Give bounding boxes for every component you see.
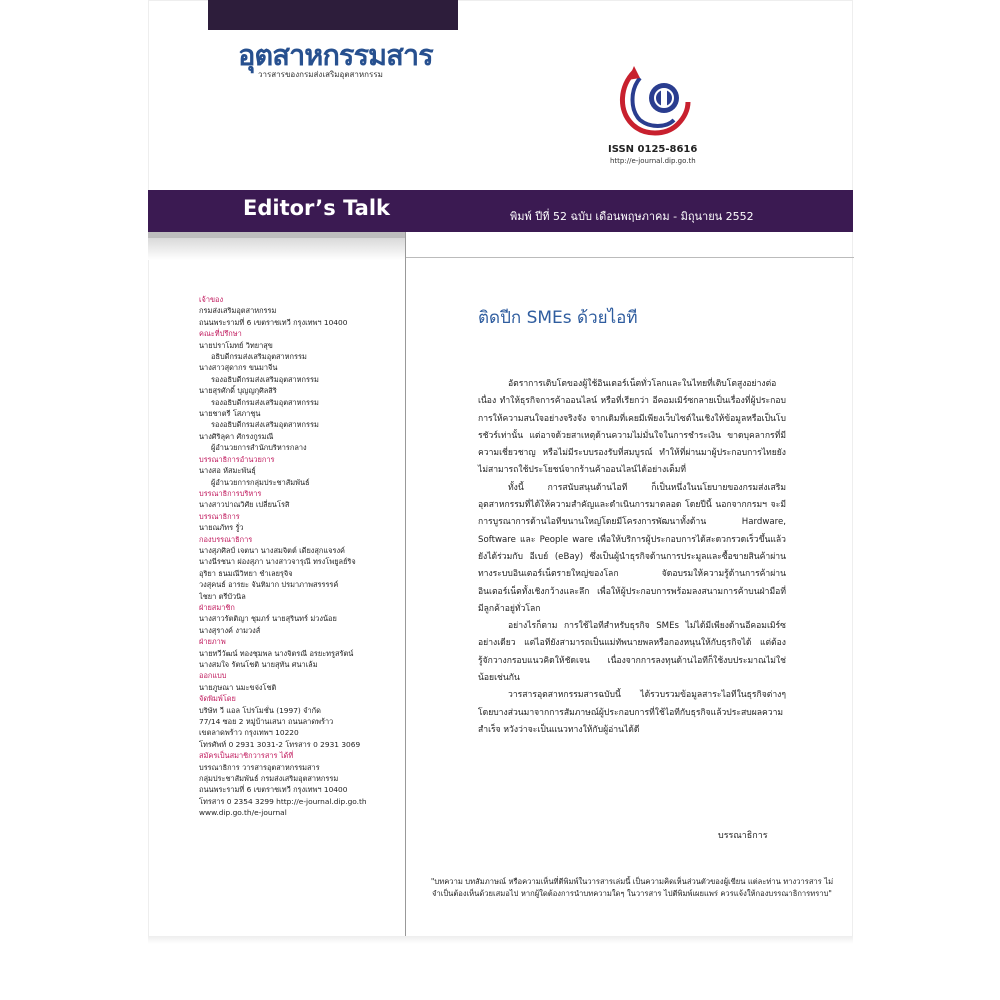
credit-line: นางสาวสุดากร ขนมาจีน [199, 363, 278, 373]
credit-line: ผู้อำนวยการสำนักบริหารกลาง [211, 443, 307, 453]
credit-line: โทรศัพท์ 0 2931 3031-2 โทรสาร 0 2931 3069 [199, 739, 361, 749]
issue-info: พิมพ์ ปีที่ 52 ฉบับ เดือนพฤษภาคม - มิถุนายน 2552 [510, 210, 754, 223]
credit-line: ผู้อำนวยการกลุ่มประชาสัมพันธ์ [211, 477, 310, 487]
credit-line: www.dip.go.th/e-journal [199, 808, 287, 818]
credit-line: นางสุภศิลป์ เจตนา นางสมจิตต์ เดียงสุกแจรงค์ [199, 545, 346, 555]
credit-line: อธิบดีกรมส่งเสริมอุตสาหกรรม [211, 352, 307, 362]
article-signature: บรรณาธิการ [718, 831, 768, 841]
credit-section [199, 454, 404, 488]
issn-number: ISSN 0125-8616 [608, 144, 698, 155]
credit-heading: ฝ่ายสมาชิก [199, 602, 235, 612]
credit-line: นางสาวรัตติญา ชุมภร์ นายสุรินทร์ ม่วงน้อย [199, 614, 337, 624]
credit-heading: กองบรรณาธิการ [199, 534, 253, 544]
credit-line: นางสาวปาณวิศัย เปลี่ยนโรสิ [199, 500, 290, 510]
credit-line: บรรณาธิการ วารสารอุตสาหกรรมสาร [199, 762, 320, 772]
article-title: ติดปีก SMEs ด้วยไอที [478, 308, 638, 328]
credit-heading: บรรณาธิการอำนวยการ [199, 454, 275, 464]
journal-url: http://e-journal.dip.go.th [610, 157, 696, 165]
credit-heading: บรรณาธิการบริหาร [199, 488, 262, 498]
credit-heading: สมัครเป็นสมาชิกวารสาร ได้ที่ [199, 751, 294, 761]
credit-line: นายปราโมทย์ วิทยาสุข [199, 340, 273, 350]
credit-heading: จัดพิมพ์โดย [199, 694, 236, 704]
credit-section [199, 511, 404, 534]
credit-line: 77/14 ซอย 2 หมู่บ้านเสนา ถนนลาดพร้าว [199, 717, 334, 727]
credit-line: นายสุรศักดิ์ บุญญกุศิลสิริ [199, 386, 277, 396]
article-body [478, 376, 786, 739]
credit-line: วงสุคนธ์ อารยะ จันทิมาก ปรมาภาพสรรรรค์ [199, 580, 339, 590]
credit-section [199, 636, 404, 670]
credit-heading: คณะที่ปรึกษา [199, 329, 242, 339]
credit-section [199, 534, 404, 602]
magazine-logo-subtitle: วารสารของกรมส่งเสริมอุตสาหกรรม [258, 70, 383, 79]
credit-section [199, 670, 404, 693]
section-title: Editor’s Talk [243, 196, 391, 220]
credit-line: อุริยา ธนมณีวิทยา ชำเลยรุจิจ [199, 568, 293, 578]
credit-line: นายภูษณา นมะขจ่งโชติ [199, 682, 277, 692]
page-bottom-shade [148, 936, 853, 944]
article-paragraph: วารสารอุตสาหกรรมสารฉบับนี้ ได้รวบรวมข้อมูลสาระไอทีในธุรกิจต่างๆ โดยบางส่วนมาจากการสัมภาษณ์ผู้ประกอบการที่ใช้ไอทีกับธุรกิจแล้วประสบผลความสำเร็จ หวังว่าจะเป็นแนวทางให้กับผู้อ่านได้ดี [478, 690, 786, 735]
credit-line: นายชาตรี โสภาชุน [199, 409, 261, 419]
column-divider [405, 232, 406, 936]
credit-heading: ออกแบบ [199, 671, 227, 681]
credit-section [199, 750, 404, 818]
credit-section [199, 328, 404, 453]
magazine-logo-title: อุตสาหกรรมสาร [238, 38, 433, 72]
credit-heading: เจ้าของ [199, 295, 224, 304]
credit-line: ถนนพระรามที่ 6 เขตราชเทวี กรุงเทพฯ 10400 [199, 317, 348, 327]
credit-line: ไชยา ตรีบัวนิล [199, 591, 246, 601]
credit-line: นางสุรางค์ งามวงส์ [199, 625, 261, 635]
credit-line: นายณภัทร รูั่ว [199, 523, 244, 533]
credit-heading: บรรณาธิการ [199, 511, 240, 521]
credit-line: รองอธิบดีกรมส่งเสริมอุตสาหกรรม [211, 397, 319, 407]
credit-heading: ฝ่ายภาพ [199, 637, 226, 647]
credit-line: เขตลาดพร้าว กรุงเทพฯ 10220 [199, 728, 299, 738]
credit-line: กลุ่มประชาสัมพันธ์ กรมส่งเสริมอุตสาหกรรม [199, 774, 339, 784]
disclaimer-note: "บทความ บทสัมภาษณ์ หรือความเห็นที่ตีพิมพ์ในวารสารเล่มนี้ เป็นความคิดเห็นส่วนตัวของผู้เขียน แต่ละท่าน ทางวารสาร ไม่จำเป็นต้องเห็นด้วยเสมอไป หากผู้ใดต้องการนำบทความใดๆ ในวารสาร ไปตีพิมพ์เผยแพร่ ควรแจ้งให้กองบรรณาธิการทราบ" [430, 877, 834, 899]
credit-section [199, 602, 404, 636]
article-paragraph: อย่างไรก็ตาม การใช้ไอทีสำหรับธุรกิจ SMEs ไม่ได้มีเพียงด้านอีคอมเมิร์ซอย่างเดียว แต่ไอทียังสามารถเป็นแม่ทัพนายพลหรือกองหนุนให้กับธุรกิจได้ แต่ต้องรู้จักวางกรอบแนวคิดให้ชัดเจน เนื่องจากการลงทุนด้านไอทีก็ใช้งบประมาณไม่ใช่น้อยเช่นกัน [478, 621, 786, 684]
left-column-shade [148, 238, 406, 260]
article-paragraph: ทั้งนี้ การสนับสนุนด้านไอที ก็เป็นหนึ่งในนโยบายของกรมส่งเสริมอุตสาหกรรมที่ได้ให้ความสำคัญและดำเนินการมาตลอด โดยปีนี้ นอกจากกรมฯ จะมีการบูรณาการด้านไอทีขนานใหญ่โดยมีโครงการพัฒนาทั้งด้าน Hardware, Software และ People ware เพื่อให้บริการผู้ประกอบการได้สะดวกรวดเร็วขึ้นแล้ว ยังได้ร่วมกับ อีเบย์ (eBay) ซึ่งเป็นผู้นำธุรกิจด้านการประมูลและซื้อขายสินค้าผ่านทางระบบอินเตอร์เน็ตรายใหญ่ของโลก จัดอบรมให้ความรู้ด้านการค้าผ่านอินเตอร์เน็ตทั้งเชิงกว้างและลึก เพื่อให้ผู้ประกอบการพร้อมลงสนามการค้าบนฝ่ามือที่มีลูกค้าอยู่ทั่วโลก [478, 482, 786, 614]
editorial-credits [199, 294, 404, 819]
article-paragraph: อัตราการเติบโตของผู้ใช้อินเตอร์เน็ตทั่วโลกและในไทยที่เติบโตสูงอย่างต่อเนื่อง ทำให้ธุรกิจการค้าออนไลน์ หรือที่เรียกว่า อีคอมเมิร์ซกลายเป็นเรื่องที่ผู้ประกอบการให้ความสนใจอย่างจริงจัง จากเดิมที่เคยมีเพียงเว็บไซต์ในเชิงให้ข้อมูลหรือเป็นโบรชัวร์เท่านั้น แต่อาจด้วยสาเหตุด้านความไม่มั่นใจในการชำระเงิน ขาดบุคลากรที่มีความเชี่ยวชาญ หรือไม่มีระบบรองรับที่สมบูรณ์ ทำให้ที่ผ่านมาผู้ประกอบการไทยยังไม่สามารถใช้ประโยชน์จากร้านค้าออนไลน์ได้อย่างเต็มที่ [478, 379, 786, 476]
credit-section [199, 294, 404, 328]
credit-line: นางนีรชนา ผ่องสุภา นางสาวจารุณี ทรงโพยูลย์ริจ [199, 557, 356, 567]
credit-line: รองอธิบดีกรมส่งเสริมอุตสาหกรรม [211, 374, 319, 384]
credit-line: นางศิริลุคา ศักรงกูรมณี [199, 431, 274, 441]
credit-line: นายทวีวัฒน์ ทองชุมพล นางจิตรณี อรยะทรูสรัตน์ [199, 648, 354, 658]
credit-line: ถนนพระรามที่ 6 เขตราชเทวี กรุงเทพฯ 10400 [199, 785, 348, 795]
department-emblem-icon [610, 64, 696, 140]
right-column-rule [406, 257, 854, 258]
top-color-bar [208, 0, 458, 30]
credit-line: บริษัท วี แอล โปรโมชั่น (1997) จำกัด [199, 705, 321, 715]
credit-line: นางสอ หัสมะพันธุ์ [199, 466, 256, 476]
credit-line: นางสมใจ รัตนโชติ นายสุทัน ศนาเล้ม [199, 660, 318, 669]
credit-line: กรมส่งเสริมอุตสาหกรรม [199, 306, 277, 316]
credit-section [199, 693, 404, 750]
credit-section [199, 488, 404, 511]
credit-line: โทรสาร 0 2354 3299 http://e-journal.dip.go.th [199, 796, 367, 806]
credit-line: รองอธิบดีกรมส่งเสริมอุตสาหกรรม [211, 420, 319, 430]
